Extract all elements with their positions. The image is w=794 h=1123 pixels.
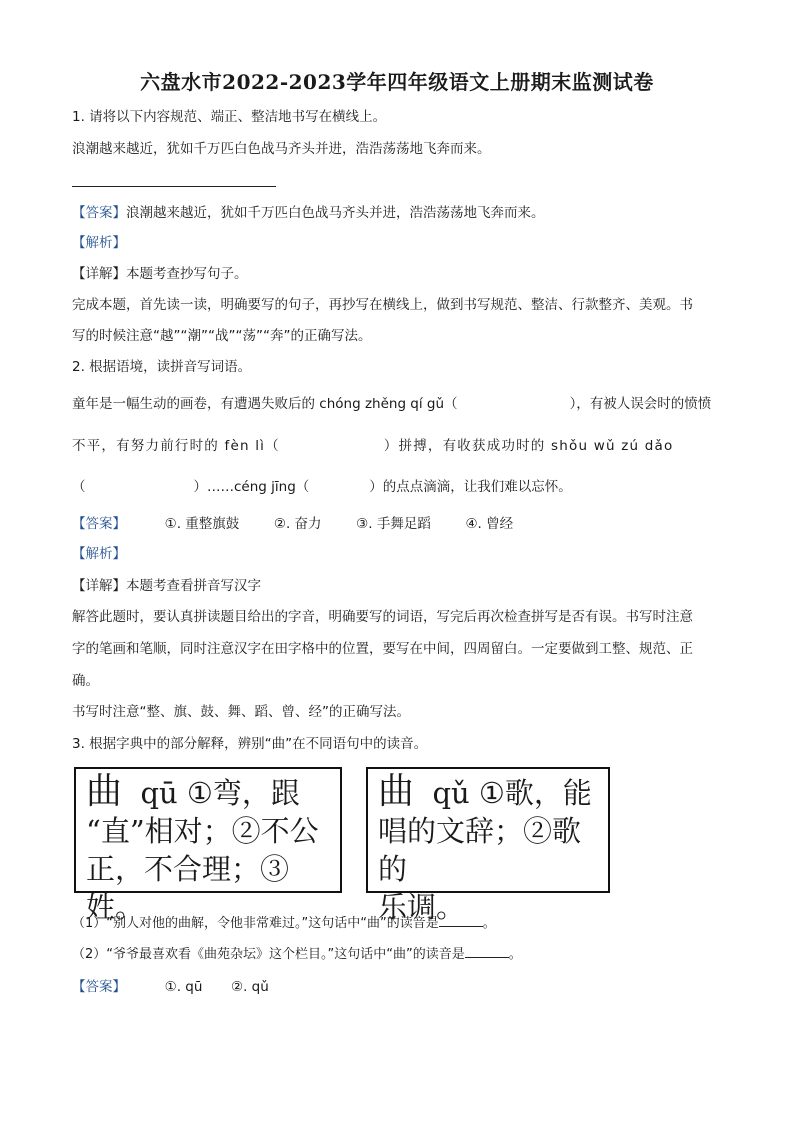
q2-analysis-tag: 【解析】 [72, 546, 126, 562]
box1-row1: ①弯，跟 [186, 776, 300, 810]
q2-detail-row [72, 577, 261, 595]
q2-explain-2: 字的笔画和笔顺，同时注意汉字在田字格中的位置，要写在中间，四周留白。一定要做到工整、规范、正 [72, 641, 693, 657]
q1-sentence: 浪潮越来越近，犹如千万匹白色战马齐头并进，浩浩荡荡地飞奔而来。 [72, 141, 491, 157]
q2-answer-1: ①. 重整旗鼓 [164, 516, 240, 532]
answer-tag: 【答案】 [72, 205, 126, 221]
box2-row3: 乐调。 [378, 890, 466, 924]
q2-l2-b: ）拼搏，有收获成功时的 shǒu wǔ zú dǎo [383, 438, 674, 454]
q3-sub2 [72, 943, 522, 964]
q2-l3-b: ）……céng jīng（ [193, 479, 310, 495]
q3-sub1-end: 。 [482, 916, 496, 931]
q1-explain-2: 写的时候注意“越”“潮”“战”“荡”“奔”的正确写法。 [72, 328, 372, 344]
q2-answer-2: ②. 奋力 [273, 516, 322, 532]
answer-tag: 【答案】 [72, 516, 126, 532]
q1-detail-row [72, 265, 248, 283]
q3-sub2-text: （2）“爷爷最喜欢看《曲苑杂坛》这个栏目。”这句话中“曲”的读音是 [72, 947, 465, 962]
q2-detail: 本题考查看拼音写汉字 [126, 578, 261, 594]
answer-tag: 【答案】 [72, 979, 126, 995]
q2-explain-4: 书写时注意“整、旗、鼓、舞、蹈、曾、经”的正确写法。 [72, 704, 410, 720]
q2-explain-3: 确。 [72, 673, 99, 689]
box1-char: 曲 [86, 771, 123, 812]
q1-detail: 本题考查抄写句子。 [126, 266, 248, 282]
q2-prompt: 2. 根据语境，读拼音写词语。 [72, 359, 252, 375]
q1-explain-1: 完成本题，首先读一读，明确要写的句子，再抄写在横线上，做到书写规范、整洁、行款整齐、美观。书 [72, 297, 693, 313]
box1-pinyin: qū [140, 776, 178, 810]
box1-row3: 正，不合理；③姓。 [86, 852, 290, 924]
q1-prompt: 1. 请将以下内容规范、端正、整洁地书写在横线上。 [72, 109, 387, 125]
q3-answer-row [72, 978, 269, 996]
box2-row1: ①歌，能 [478, 776, 592, 810]
q3-sub2-end: 。 [508, 947, 522, 962]
q2-l2-a: 不平，有努力前行时的 fèn lì（ [72, 438, 280, 454]
q1-answer: 浪潮越来越近，犹如千万匹白色战马齐头并进，浩浩荡荡地飞奔而来。 [126, 205, 545, 221]
q3-answer-2: ②. qǔ [231, 979, 269, 995]
q2-answer-3: ③. 手舞足蹈 [356, 516, 431, 532]
q3-sub1-text: （1）“别人对他的曲解，令他非常难过。”这句话中“曲”的读音是 [72, 916, 439, 931]
q2-explain-1: 解答此题时，要认真拼读题目给出的字音，明确要写的词语，写完后再次检查拼写是否有误。书写时注意 [72, 609, 693, 625]
q2-answer-4: ④. 曾经 [465, 516, 514, 532]
q3-sub2-blank[interactable] [465, 943, 509, 958]
page-title: 六盘水市2022-2023学年四年级语文上册期末监测试卷 [140, 70, 654, 94]
q1-writing-line [72, 186, 276, 187]
q2-passage-line-2 [72, 437, 673, 455]
q2-passage-line-3 [72, 478, 572, 496]
q2-l3-a: （ [72, 479, 86, 495]
q1-answer-row [72, 204, 545, 222]
q3-answer-1: ①. qū [164, 979, 203, 995]
box1-row2: “直”相对；②不公 [86, 814, 319, 848]
q2-answer-row [72, 515, 513, 533]
detail-tag: 【详解】 [72, 578, 126, 594]
q2-l1-b: ），有被人误会时的愤愤 [569, 396, 712, 412]
box2-row2: 唱的文辞；②歌的 [378, 814, 582, 886]
q2-l3-c: ）的点点滴滴，让我们难以忘怀。 [369, 479, 572, 495]
dictionary-box-qu3 [366, 767, 610, 924]
box2-pinyin: qǔ [432, 776, 470, 810]
q2-l1-a: 童年是一幅生动的画卷，有遭遇失败后的 chóng zhěng qí gǔ（ [72, 396, 458, 412]
q1-analysis-tag: 【解析】 [72, 235, 126, 251]
q3-sub1 [72, 912, 496, 933]
q3-prompt: 3. 根据字典中的部分解释，辨别“曲”在不同语句中的读音。 [72, 736, 428, 752]
q2-passage-line-1 [72, 395, 722, 413]
dictionary-box-qu1 [74, 767, 342, 924]
q3-sub1-blank[interactable] [439, 912, 483, 927]
detail-tag: 【详解】 [72, 266, 126, 282]
box2-char: 曲 [378, 771, 415, 812]
